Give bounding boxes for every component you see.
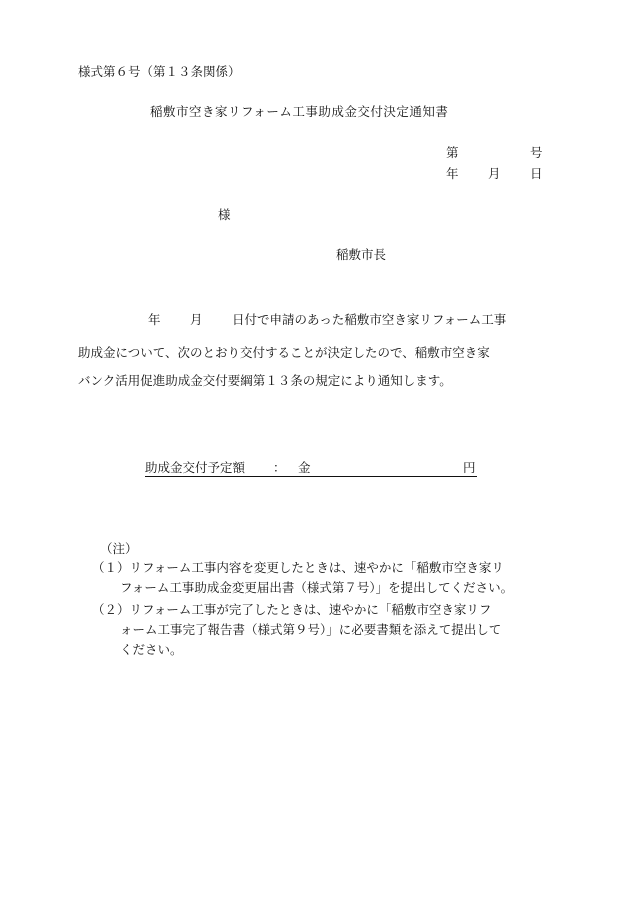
doc-number-suffix: 号 — [530, 145, 543, 160]
body-year-label: 年 — [148, 312, 161, 327]
date-year-label: 年 — [446, 166, 459, 181]
date-day-label: 日 — [530, 166, 543, 181]
issuer: 稲敷市長 — [336, 247, 387, 262]
note-1-line-2: フォーム工事助成金変更届出書（様式第７号）」を提出してください。 — [120, 580, 514, 595]
form-number: 様式第６号（第１３条関係） — [78, 64, 241, 79]
notes-heading: （注） — [100, 541, 138, 556]
amount-row — [145, 458, 477, 477]
amount-colon: ： — [273, 460, 286, 475]
page-title: 稲敷市空き家リフォーム工事助成金交付決定通知書 — [150, 104, 449, 119]
date-month-label: 月 — [488, 166, 501, 181]
doc-number-label: 第 — [446, 145, 459, 160]
note-2-line-1: （２）リフォーム工事が完了したときは、速やかに「稲敷市空き家リフ — [92, 602, 492, 617]
body-line-1: 日付で申請のあった稲敷市空き家リフォーム工事 — [232, 312, 507, 327]
body-month-label: 月 — [190, 312, 203, 327]
amount-label: 助成金交付予定額 — [145, 460, 246, 475]
note-2-line-3: ください。 — [120, 642, 183, 657]
note-1-line-1: （１）リフォーム工事内容を変更したときは、速やかに「稲敷市空き家リ — [92, 560, 504, 575]
body-line-3: バンク活用促進助成金交付要綱第１３条の規定により通知します。 — [78, 373, 452, 388]
note-2-line-2: ォーム工事完了報告書（様式第９号）」に必要書類を添えて提出して — [120, 622, 502, 637]
amount-kin: 金 — [298, 460, 311, 475]
amount-yen: 円 — [463, 460, 476, 475]
recipient-honorific: 様 — [218, 207, 231, 222]
body-line-2: 助成金について、次のとおり交付することが決定したので、稲敷市空き家 — [78, 345, 490, 360]
